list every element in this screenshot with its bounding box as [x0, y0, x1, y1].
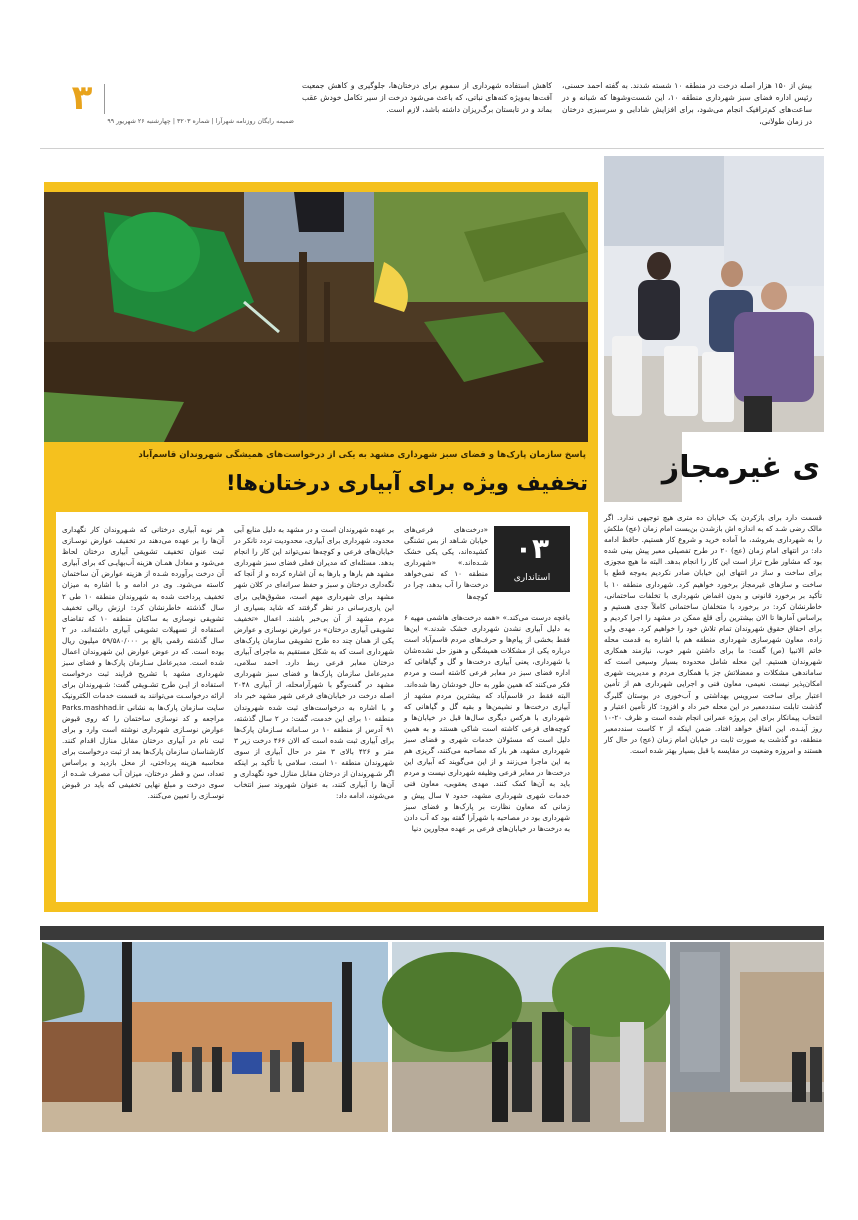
feature-col-3: هر نوبه آبیاری درختانی که شـهروندان کار نگهداری آن‌ها را بر عهده می‌دهند در تخفیف عوارض نوسـازی ثبت عنوان تخفیف تشویقی آبیاری درختان لحاظ می‌شود و معادل همـان هزینه آب‌بهایـی که برای آبیاری آن درخت برآورده شـده از هزینه عوارض آن ساختمان کاسته می‌شود. وی در ادامه و با اشاره به میزان تخفیف پرداخت شده به شهروندان منطقه ۱۰ طی ۲ سال گذشته خاطرنشان کرد: ارزش ریالی تخفیف تشویقی نوسازی به ساکنان منطقه ۱۰ که تقاضای استفاده از تسهیلات تشویقی آبیاری داشته‌اند، در ۲ سال گذشته رقمی بالغ بر ۵۹/۵۸۰/۰۰۰ میلیون ریال بوده است. که در عوض عوارض این شهروندان اعمال شده است. مدیرعامل سـازمان پارک‌ها و فضای سبز شهرداری مشهد با تشریح فرایند ثبت درخواست استفاده از ایـن طرح تشـویقی گفت: شـهروندان برای ارائه درخواسـت می‌توانند به قسمت خدمات الکترونیک سایت سازمان پارک‌ها به نشانی Parks.mashhad.ir مراجعه و کد نوسازی ساختمان را که روی قبوض عوارض نوسـازی شهرداری نوشته است وارد و برای ثبت نام در آبیاری درختان مقابل منازل اقدام کنند. کارشناسان سازمان پارک‌ها بعد از ثبت درخواست برای محاسبه هزینه پرداختی، از محل بازدید و براساس تعداد، سن و قطر درختان، میزان آب مصرف شـده از سوی درخت و مبلغ نهایی تخفیفی که باید در قبوض نوسـازی را تعیین می‌کنند. — [62, 525, 225, 801]
district-badge — [494, 526, 570, 592]
badge-label: استانداری — [513, 573, 551, 583]
feature-col-1: باغچه درست می‌کند.» «همه درخت‌های هاشمی مهیه ۶ به دلیل آبیاری نشدن شهرداری خشک شدند.» این‌ها فقط بخشی از پیام‌ها و حرف‌های مردم قاسم‌آباد است درباره یکی از مشکلات همیشگی و هنوز حل نشده‌شان با شهرداری، یعنی آبیاری درخت‌ها و گل و گیاهانی که اداره فضای سبز در معابر فرعی کاشته است و مردم فکر می‌کنند که همین طور به حال خودشان رها شده‌اند. البته فقط در قاسم‌آباد که بیشترین مردم مشهد از آبیاری درخت‌ها و نشیمن‌ها و بقیه گل و گیاهانی که شهرداری با هرکس دیگری سال‌ها قبل در خیابان‌ها و کوچه‌های فرعی کاشته است شاکی هستند و به همین دلیل است که مسئولان خدمات شهری و فضای سبز شهرداری مشهد، هر بار که مصاحبه می‌کنند، گریزی هم به این ماجرا می‌زنند و از این می‌گویند که آبیاری این درخت‌ها در معابر فرعی وظیفه شهرداری نیست و مردم باید به آن‌ها کمک کنند. مهدی یعقوبی، معاون فنی خدمات شهری شهرداری مشهد، حدود ۷ سال پیش و زمانی که معاون نظارت بر پارک‌ها و فضای سبز شهرداری بود در مصاحبه با شهرآرا گفته بود که آب دادن به درخت‌ها در خیابان‌های فرعی بر عهده مجاورین دنیا — [404, 613, 570, 833]
bottom-left-photo — [42, 942, 388, 1132]
watering-photo — [44, 192, 588, 442]
bottom-right-photo-graphic — [670, 942, 824, 1132]
feature-subtitle: پاسخ سازمان پارک‌ها و فضای سبز شهرداری مشهد به یکی از درخواست‌های همیشگی شهروندان قاسم‌آباد — [138, 450, 586, 460]
bottom-right-photo — [670, 942, 824, 1132]
meeting-headline: ی غیرمجاز — [661, 450, 820, 485]
watering-photo-graphic — [44, 192, 588, 442]
intro-right-text: بیش از ۱۵۰ هزار اصله درخت در منطقه ۱۰ شسته شدند. به گفته احمد حسنی، رئیس اداره فضای سبز شهرداری منطقه ۱۰، این شست‌وشوها که شبانه و در ساعت‌های کم‌ترافیک انجام می‌شود، برای افزایش شادابی و سرسبزی درختان در زمان طولانی، — [562, 81, 812, 126]
badge-side-text: «درخت‌های فرعی‌های خیابان شـاهد از بس تشنگی کشیده‌اند، یکی یکی خشک شـده‌اند.» «شهرداری منطقه ۱۰ که نمی‌خواهد درخت‌ها را آب بدهد، چرا در کوچه‌ها — [404, 525, 488, 601]
intro-left-text: کاهش استفاده شهرداری از سموم برای درختان‌ها، جلوگیری و کاهش جمعیت آفت‌ها به‌ویژه کنه‌های نباتی، که باعث می‌شود درخت از سیر تکامل خودش عقب بماند و در تابستان برگ‌ریزان داشته باشد، لازم است. — [302, 81, 552, 114]
bottom-middle-photo — [392, 942, 666, 1132]
header-rule — [40, 148, 824, 149]
header-divider — [104, 84, 105, 114]
issue-line: ضمیمه رایگان روزنامه شهرآرا | شماره ۳۲۰۳ | چهارشنبه ۲۶ شهریور ۹۹ — [107, 118, 294, 125]
right-article-text: قسمت دارد برای بازکردن یک خیابان ده متری هیچ توجیهی ندارد. اگر مالک رضی شـد که به اندازه اش بازشدن بن‌بست امام زمان (عج) ملکش را به شهرداری بفروشد، ما آماده خرید و شروع کار هستیم. حافظ ادامه داد: در انتهای امام زمان (عج) ۲۰ در طرح تفصیلی معبر پیش بینی شده بود که مشاور طرح تراز است این کار را انجام بدهد. البته ما هیچ مجوزی برای ساخت و ساز در انتهای این خیابان صادر نکردیم به‌وجه قطع با ساخت و سازهای غیرمجاز برخورد خواهیم کرد. شهرداری منطقه ۱۰ با تأکید بر برخورد قانونی و بدون اغماض شهرداری با تخلفات ساختمانی، خاطرنشان کرد: در برخورد با متخلفان ساختمانی کاملاً جدی هستیم و براساس آمارها تا الان بیشترین رأی قلع ممکن در مشهد را اجرا کردیم و برای احقاق حقوق شهروندان تمام تلاش خود را خواهیم کرد. مهدی ولی زاده، معاون شهرسازی شهرداری منطقه هم با اشاره به قدمت محله خاتم الانبیا (ص) گفت: ما برای داشتن شهر خوب، نیازمند همکاری شهروندان هستیم. این محله شامل محدوده بسیار وسیعی است که ساماندهی مشکلات و معضلاتش جز با همکاری مردم و مدیریت شهری امکان‌پذیر نیست. نعیمی، معاون فنی و اجرایی شهرداری هم از تأمین اعتبار برای ساخت سرویس بهداشتی و آب‌خوری در بوستان گلبرگ گذشت تابلت سنددمعبر در این محله خبر داد و افزود: کار تأمین اعتبار و انتخاب پیمانکار برای این پروژه عمرانی انجام شده است و ظرف ۲۰-۱۰ روز آینـده، این اتفاق خواهد افتاد. ضمن اینکه از ۲ کاست سنددمعبر منطقه، دو گذشت به صورت ثابت در خیابان امام زمان (عج) در حال کار هستند و امروزه وضعیت در مقایسه با قبل بسیار بهتر شده است. — [604, 513, 823, 755]
feature-title: تخفیف ویژه برای آبیاری درختان‌ها! — [225, 471, 588, 495]
feature-col-2: بر عهده شهروندان است و در مشهد به دلیل منابع آبی محدود، شهرداری برای آبیاری، محدودیت تردد تانکر در خیابان‌های فرعی و کوچه‌ها نمی‌تواند این کار را انجام بدهد. مسئله‌ای که مدیران فعلی فضای سبز شهرداری مشهد هم بارها و بارها به آن اشاره کرده و از آنجا که نگه‌داری درختان و سبز و حفظ سرانه‌ای در کلان شهر مشهد برای شهرداری مهم است، مشوق‌هایی برای این یاری‌رسانی در نظر گرفتند که شاید بسیاری از مردم مشهد از آن بی‌خبر باشند. اعمال «تخفیف تشویقی آبیاری درختان» در عوارض نوسازی و عوارض یکی از همان چند ده طرح تشویقی سازمان پارک‌های شهرداری است که به شکل مستقیم به ماجرای آبیاری درختان معابر فرعی ربط دارد. احمد سلامی، مدیرعامل سازمان پارک‌ها و فضای سبز شهرداری مشهد در گفت‌وگو با شهرآرامحله، از آبیاری ۲۰۴۸ اصله درخت در خیابان‌های فرعی شهر مشهد خبر داد و با اشاره به درخواست‌های ثبت شده شهروندان منطقه ۱۰ برای این خدمت، گفت: در ۲ سال گذشته، ۹۱ آدرس از منطقه ۱۰ در سـامانه سـازمان پارک‌ها برای آبیاری ثبت شده است که الان ۴۶۶ درخت زیر ۳ متر و ۴۲۶ بالای ۳ متر در حال آبیاری از سوی شهروندان منطقه ۱۰ است. سلامی با تأکید بر اینکه اگر شـهروندان از درختان مقابل منازل خود نگهداری و آن‌ها را آبیاری کنند، به عنوان شهروند سبز انتخاب می‌شوند، ادامه داد: — [234, 525, 395, 801]
badge-number: ۰۳ — [514, 532, 550, 565]
bottom-middle-photo-graphic — [392, 942, 666, 1132]
bottom-strip-bar — [40, 926, 824, 940]
page-number: ۳ — [71, 78, 93, 118]
bottom-left-photo-graphic — [42, 942, 388, 1132]
